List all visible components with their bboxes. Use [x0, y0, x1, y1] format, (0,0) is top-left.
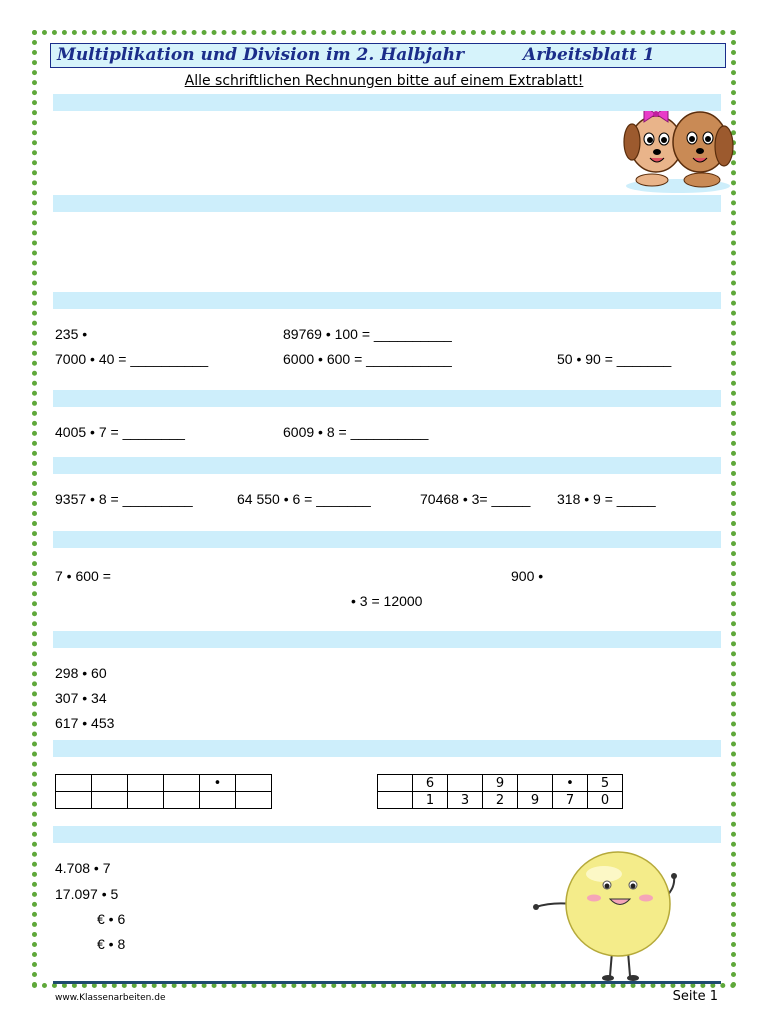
grid-cell: 5: [588, 775, 623, 792]
exercise: 70468 • 3= _____: [420, 491, 531, 507]
grid-cell: [164, 792, 200, 809]
exercise: 7 • 600 =: [55, 568, 111, 584]
exercise: 9357 • 8 = _________: [55, 491, 193, 507]
smiley-figure: [530, 852, 680, 984]
page-number: Seite 1: [672, 989, 718, 1004]
instruction: Alle schriftlichen Rechnungen bitte auf einem Extrablatt!: [184, 73, 584, 89]
grid-cell: [236, 792, 272, 809]
separator-bar: [53, 631, 721, 648]
exercise: 64 550 • 6 = _______: [237, 491, 371, 507]
grid-cell: [56, 775, 92, 792]
grid-cell: [378, 792, 413, 809]
exercise: 4.708 • 7: [55, 860, 111, 876]
exercise: 900 •: [511, 568, 544, 584]
grid-cell: 1: [413, 792, 448, 809]
exercise: 307 • 34: [55, 690, 107, 706]
grid-cell: 2: [483, 792, 518, 809]
exercise: • 3 = 12000: [351, 593, 423, 609]
grid-cell: 9: [483, 775, 518, 792]
exercise: 617 • 453: [55, 715, 115, 731]
grid-cell: [236, 775, 272, 792]
grid-cell: [128, 792, 164, 809]
digit-grid-right: [377, 774, 623, 809]
exercise: 6009 • 8 = __________: [283, 424, 429, 440]
grid-cell: [378, 775, 413, 792]
grid-cell: [92, 792, 128, 809]
exercise: 298 • 60: [55, 665, 107, 681]
separator-bar: [53, 531, 721, 548]
separator-bar: [53, 94, 721, 111]
exercise: 89769 • 100 = __________: [283, 326, 452, 342]
separator-bar: [53, 740, 721, 757]
sheet-number: Arbeitsblatt 1: [523, 45, 655, 65]
worksheet-title: Multiplikation und Division im 2. Halbjahr: [57, 45, 465, 65]
grid-cell: [92, 775, 128, 792]
exercise: € • 8: [97, 936, 126, 952]
title-box: [50, 43, 726, 68]
grid-cell: [200, 792, 236, 809]
separator-bar: [53, 390, 721, 407]
grid-cell: 7: [553, 792, 588, 809]
grid-cell: [448, 775, 483, 792]
grid-cell: [518, 775, 553, 792]
grid-cell: 9: [518, 792, 553, 809]
exercise: 4005 • 7 = ________: [55, 424, 185, 440]
exercise: 50 • 90 = _______: [557, 351, 672, 367]
grid-cell: [164, 775, 200, 792]
separator-bar: [53, 826, 721, 843]
separator-bar: [53, 292, 721, 309]
grid-cell: 6: [413, 775, 448, 792]
footer-website: www.Klassenarbeiten.de: [55, 993, 166, 1003]
grid-cell: [128, 775, 164, 792]
exercise: 7000 • 40 = __________: [55, 351, 209, 367]
exercise: 17.097 • 5: [55, 886, 119, 902]
grid-cell: •: [200, 775, 236, 792]
grid-cell: 0: [588, 792, 623, 809]
bottom-rule: [53, 981, 721, 984]
exercise: 235 •: [55, 326, 88, 342]
grid-cell: 3: [448, 792, 483, 809]
separator-bar: [53, 457, 721, 474]
digit-grid-left: [55, 774, 272, 809]
grid-cell: [56, 792, 92, 809]
grid-cell: •: [553, 775, 588, 792]
separator-bar: [53, 195, 721, 212]
exercise: 318 • 9 = _____: [557, 491, 656, 507]
exercise: € • 6: [97, 911, 126, 927]
exercise: 6000 • 600 = ___________: [283, 351, 452, 367]
